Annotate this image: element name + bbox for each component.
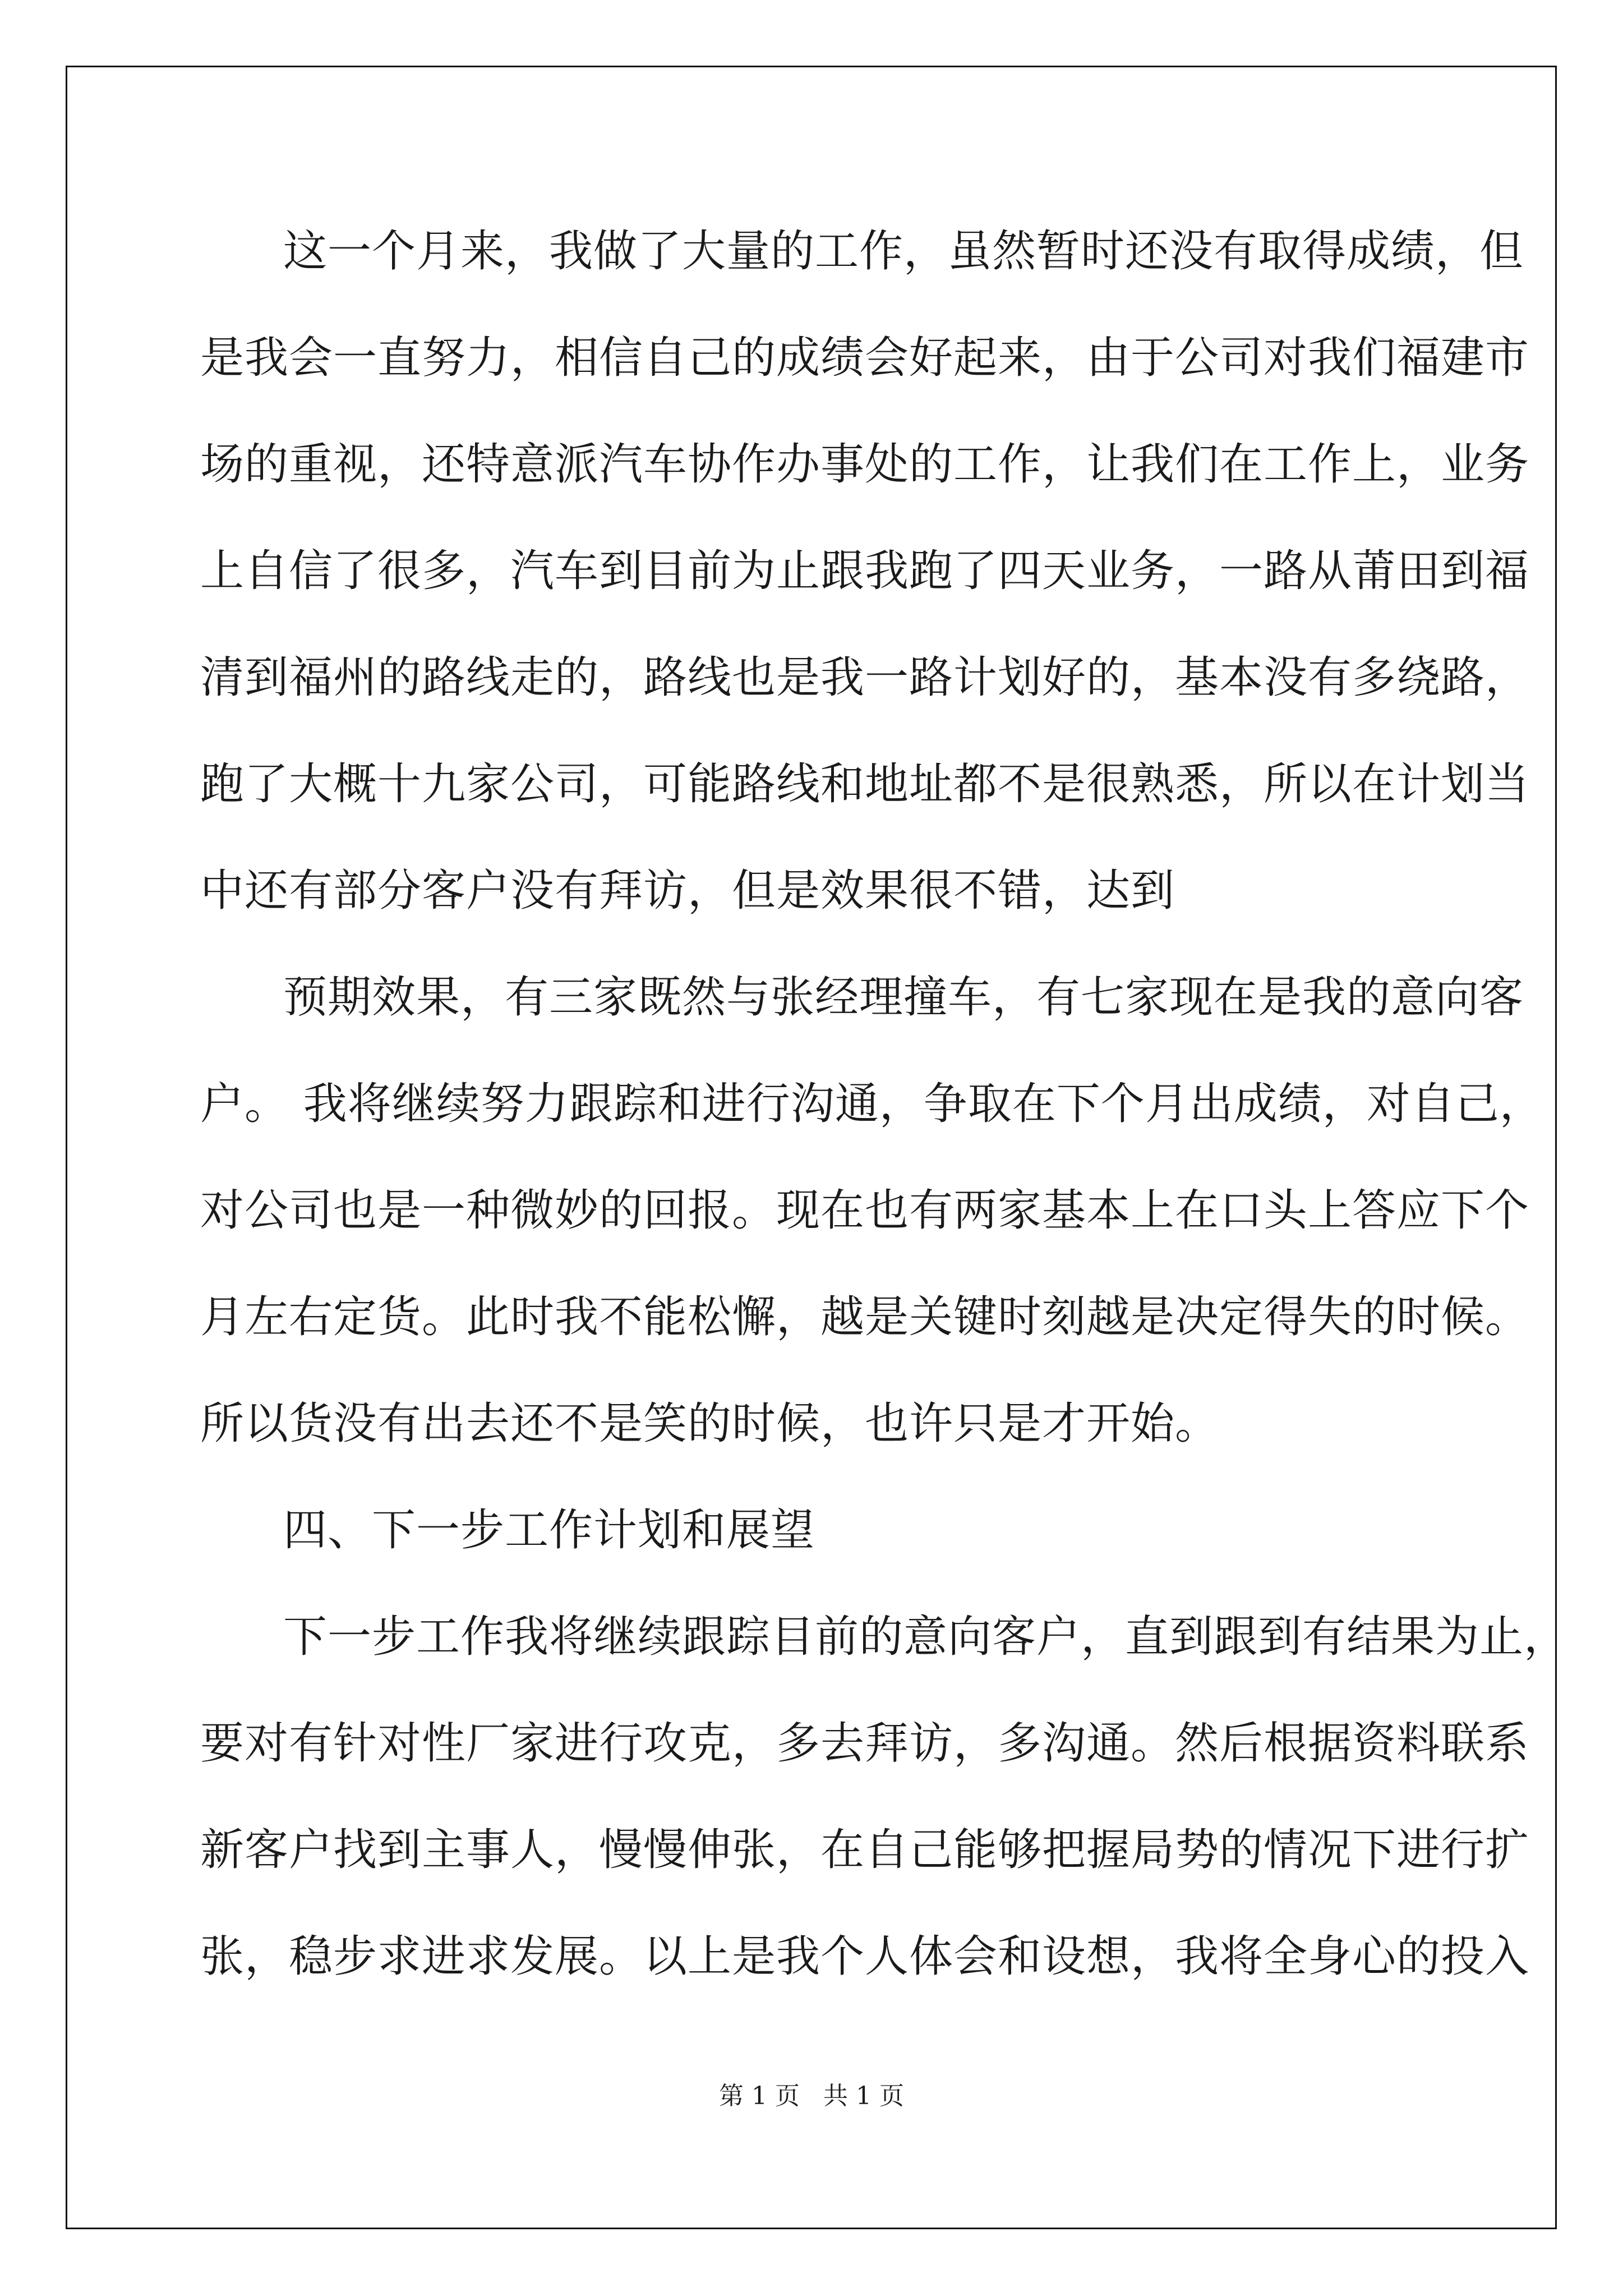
text-line: 中还有部分客户没有拜访，但是效果很不错，达到: [200, 866, 1175, 916]
text-line: 新客户找到主事人，慢慢伸张，在自己能够把握局势的情况下进行扩: [200, 1825, 1530, 1875]
page-number-footer: 第 1 页 共 1 页: [719, 2082, 904, 2110]
text-line: 场的重视，还特意派汽车协作办事处的工作，让我们在工作上，业务: [200, 439, 1530, 490]
text-line: 上自信了很多，汽车到目前为止跟我跑了四天业务，一路从莆田到福: [200, 546, 1530, 596]
text-line: 下一步工作我将继续跟踪目前的意向客户，直到跟到有结果为止，: [283, 1612, 1569, 1662]
text-line: 月左右定货。此时我不能松懈，越是关键时刻越是决定得失的时候。: [200, 1292, 1530, 1342]
section-heading: 四、下一步工作计划和展望: [283, 1505, 815, 1556]
text-line: 要对有针对性厂家进行攻克，多去拜访，多沟通。然后根据资料联系: [200, 1718, 1530, 1769]
text-line: 对公司也是一种微妙的回报。现在也有两家基本上在口头上答应下个: [200, 1185, 1530, 1236]
text-line: 张，稳步求进求发展。以上是我个人体会和设想，我将全身心的投入: [200, 1931, 1530, 1982]
text-line: 跑了大概十九家公司，可能路线和地址都不是很熟悉，所以在计划当: [200, 759, 1530, 809]
text-line: 这一个月来，我做了大量的工作，虽然暂时还没有取得成绩，但: [283, 226, 1524, 277]
text-line: 清到福州的路线走的，路线也是我一路计划好的，基本没有多绕路，: [200, 652, 1530, 703]
text-line: 所以货没有出去还不是笑的时候，也许只是才开始。: [200, 1398, 1220, 1449]
text-line: 是我会一直努力，相信自己的成绩会好起来，由于公司对我们福建市: [200, 333, 1530, 383]
text-line: 户。 我将继续努力跟踪和进行沟通，争取在下个月出成绩，对自己，: [200, 1079, 1544, 1129]
text-line: 预期效果，有三家既然与张经理撞车，有七家现在是我的意向客: [283, 972, 1524, 1023]
